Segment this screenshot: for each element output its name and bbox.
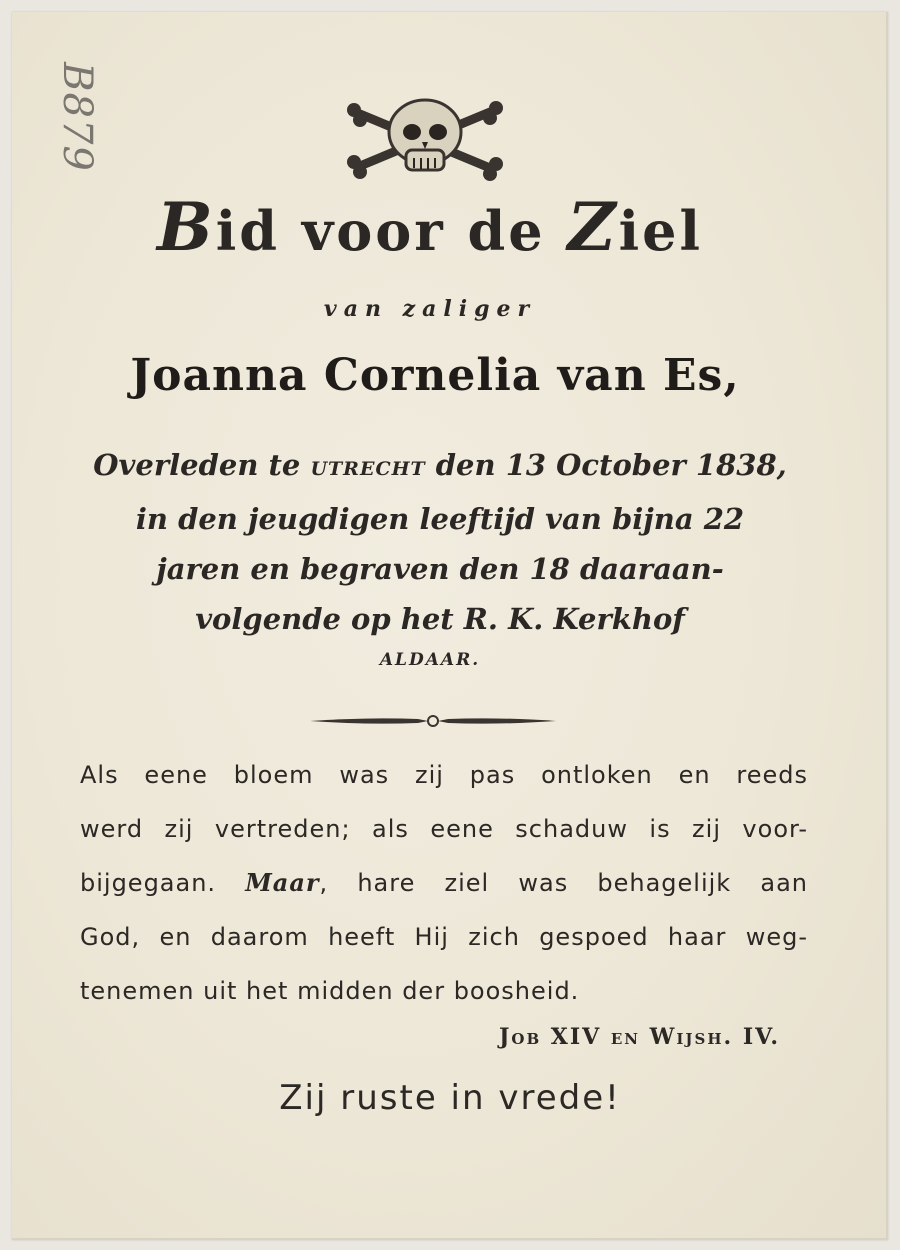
closing-prayer: Zij ruste in vrede!	[279, 1078, 621, 1118]
heading-initial-b: B	[156, 188, 216, 266]
obituary-line-1	[60, 440, 820, 494]
obituary-text	[60, 440, 820, 644]
verse-line-3-pre: bijgegaan.	[80, 869, 217, 897]
heading-word-bid-rest: id	[215, 199, 281, 263]
heading-initial-z: Z	[567, 188, 619, 266]
obituary-line-1-pre: Overleden te	[93, 448, 301, 482]
verse-line-3-maar: Maar	[245, 868, 320, 897]
obituary-line-4: volgende op het R. K. Kerkhof	[195, 602, 685, 636]
obituary-line-3: jaren en begraven den 18 daaraan-	[156, 552, 724, 586]
verse-line-5: tenemen uit het midden der boosheid.	[80, 977, 580, 1005]
heading-bid-voor-de-ziel	[150, 188, 710, 266]
heading-word-voor: voor	[301, 199, 446, 263]
obituary-line-2: in den jeugdigen leeftijd van bijna 22	[135, 502, 745, 536]
verse-line-3	[80, 856, 808, 910]
obituary-place: UTRECHT	[310, 458, 426, 480]
verse-line-4: God, en daarom heeft Hij zich gespoed haar weg-	[80, 923, 808, 951]
heading-word-ziel-rest: iel	[618, 199, 704, 263]
catalog-number: B879	[54, 62, 100, 172]
verse-line-2: werd zij vertreden; als eene schaduw is zij voor-	[80, 815, 808, 843]
scripture-reference: Job XIV en Wijsh. IV.	[498, 1024, 780, 1050]
obituary-line-1-post: den 13 October 1838,	[435, 448, 787, 482]
skull-and-crossbones-icon	[342, 92, 508, 184]
verse-line-3-post: , hare ziel was behagelijk aan	[319, 869, 808, 897]
heading-word-de: de	[467, 199, 546, 263]
obituary-aldaar: ALDAAR.	[379, 650, 481, 670]
ornamental-divider-icon	[308, 712, 558, 730]
verse-line-1: Als eene bloem was zij pas ontloken en reeds	[80, 761, 808, 789]
deceased-name: Joanna Cornelia van Es,	[130, 350, 740, 401]
scripture-verse	[80, 748, 808, 1018]
subheading: van zaliger	[323, 296, 537, 322]
